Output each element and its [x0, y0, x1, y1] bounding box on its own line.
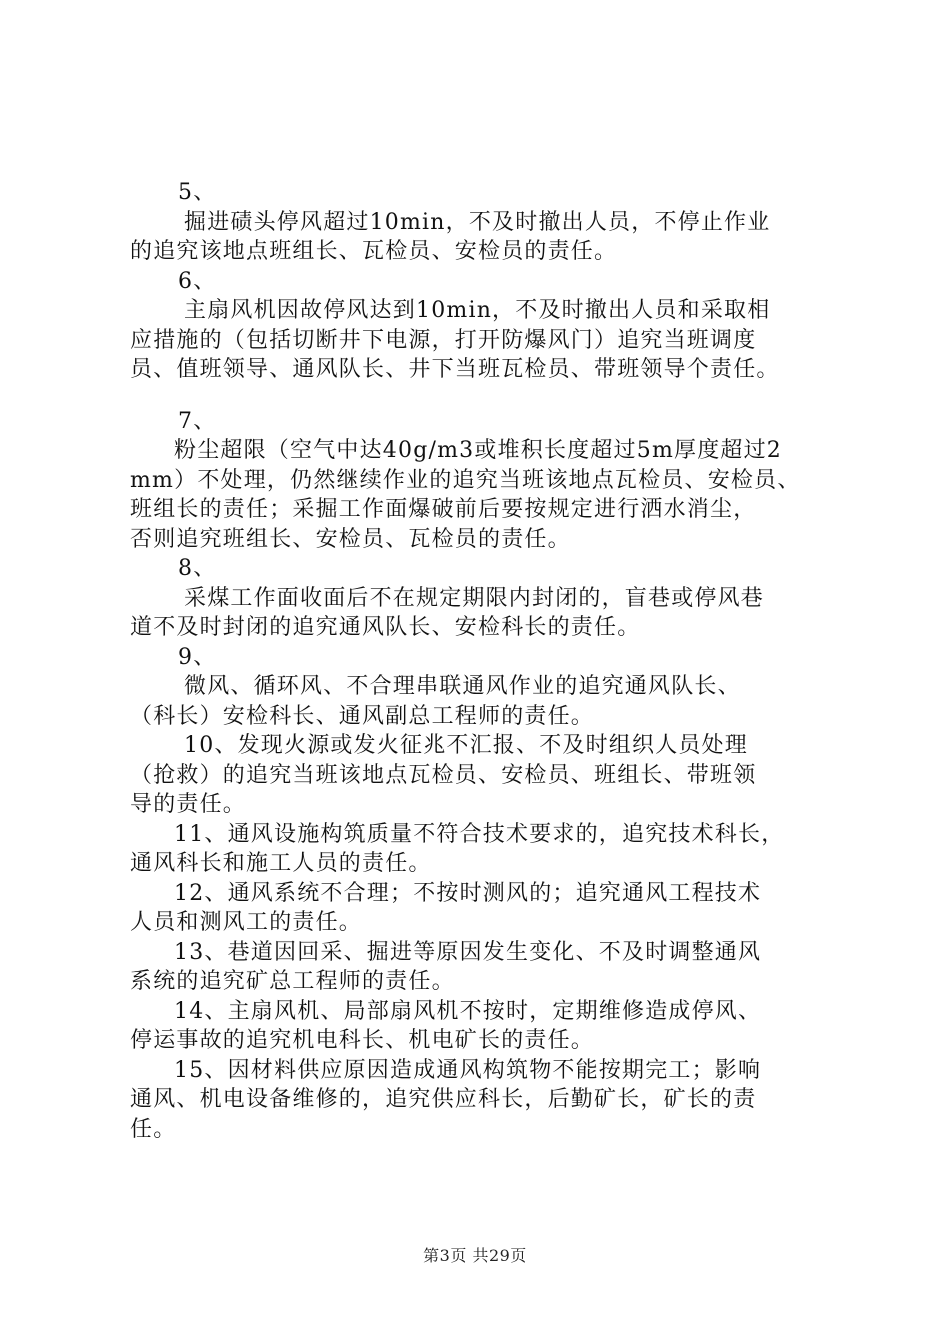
clause-line: 导的责任。: [130, 792, 247, 817]
clause-number: 7、: [178, 408, 217, 434]
clause-8: [130, 554, 840, 643]
clause-line: mm）不处理，仍然继续作业的追究当班该地点瓦检员、安检员、: [130, 467, 801, 493]
clause-line: 主扇风机因故停风达到10min，不及时撤出人员和采取相: [184, 298, 771, 323]
clause-number: 6、: [178, 268, 217, 294]
clause-line: 13、巷道因回采、掘进等原因发生变化、不及时调整通风: [174, 939, 762, 965]
clause-line: 通风、机电设备维修的，追究供应科长，后勤矿长，矿长的责: [130, 1087, 757, 1112]
clause-line: 员、值班领导、通风队长、井下当班瓦检员、带班领导个责任。: [130, 357, 780, 382]
clause-15: [130, 1056, 840, 1145]
clause-9: [130, 643, 840, 732]
clause-10: [130, 731, 840, 820]
clause-line: 的追究该地点班组长、瓦检员、安检员的责任。: [130, 239, 618, 264]
clause-12: [130, 879, 840, 938]
clause-number: 8、: [178, 556, 217, 581]
clause-line: 任。: [130, 1116, 177, 1142]
clause-line: 否则追究班组长、安检员、瓦检员的责任。: [130, 526, 571, 552]
document-body: [130, 178, 840, 1144]
clause-line: 应措施的（包括切断井下电源，打开防爆风门）追究当班调度: [130, 327, 757, 353]
clause-6: [130, 267, 840, 385]
clause-line: （科长）安检科长、通风副总工程师的责任。: [130, 703, 595, 729]
clause-number: 9、: [178, 644, 217, 670]
clause-line: 15、因材料供应原因造成通风构筑物不能按期完工；影响: [174, 1057, 762, 1083]
clause-line: 掘进碛头停风超过10min，不及时撤出人员，不停止作业: [184, 209, 771, 235]
clause-line: 系统的追究矿总工程师的责任。: [130, 969, 455, 994]
clause-line: （抢救）的追究当班该地点瓦检员、安检员、班组长、带班领: [130, 762, 757, 788]
clause-line: 微风、循环风、不合理串联通风作业的追究通风队长、: [184, 674, 741, 699]
clause-14: [130, 997, 840, 1056]
clause-number: 5、: [178, 180, 217, 205]
clause-line: 11、通风设施构筑质量不符合技术要求的，追究技术科长，: [174, 821, 785, 847]
clause-line: 10、发现火源或发火征兆不汇报、不及时组织人员处理: [184, 733, 748, 758]
clause-line: 班组长的责任；采掘工作面爆破前后要按规定进行洒水消尘，: [130, 497, 757, 522]
clause-5: [130, 178, 840, 267]
clause-7: [130, 407, 840, 555]
clause-line: 道不及时封闭的追究通风队长、安检科长的责任。: [130, 615, 641, 640]
clause-line: 通风科长和施工人员的责任。: [130, 851, 432, 876]
clause-11: [130, 820, 840, 879]
clause-13: [130, 938, 840, 997]
clause-line: 采煤工作面收面后不在规定期限内封闭的，盲巷或停风巷: [184, 585, 765, 611]
clause-line: 停运事故的追究机电科长、机电矿长的责任。: [130, 1028, 595, 1053]
spacer: [130, 385, 840, 407]
clause-line: 12、通风系统不合理；不按时测风的；追究通风工程技术: [174, 880, 762, 906]
page-footer: 第3页 共29页: [423, 1246, 527, 1265]
clause-line: 粉尘超限（空气中达40g/m3或堆积长度超过5m厚度超过2: [174, 438, 783, 463]
clause-line: 人员和测风工的责任。: [130, 910, 363, 935]
clause-line: 14、主扇风机、局部扇风机不按时，定期维修造成停风、: [174, 998, 762, 1024]
